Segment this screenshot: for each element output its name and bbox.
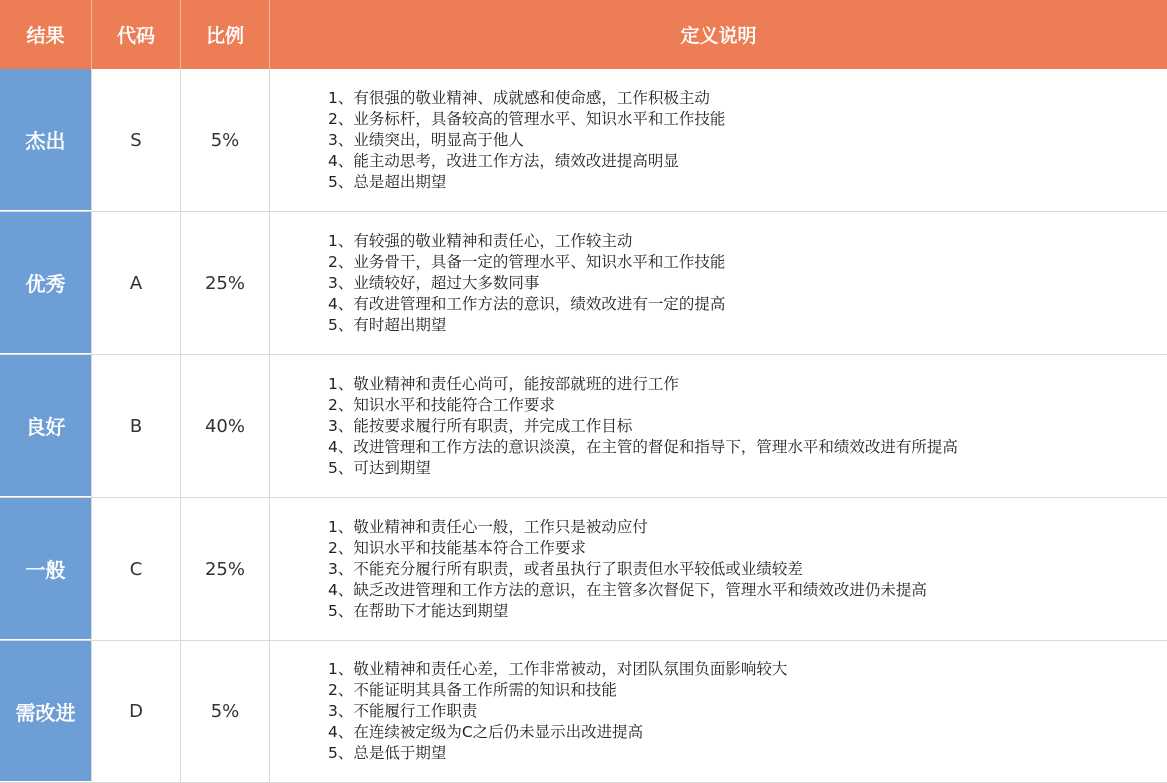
table-row: [0, 69, 1167, 212]
definition-list: [328, 231, 725, 336]
definition-cell: [269, 498, 1167, 640]
definition-line: 5、总是低于期望: [328, 744, 447, 762]
header-code: 代码: [91, 0, 180, 69]
definition-line: 2、业务骨干，具备一定的管理水平、知识水平和工作技能: [328, 252, 726, 271]
definition-line: 1、有较强的敬业精神和责任心，工作较主动: [328, 231, 633, 250]
table-header-row: [0, 0, 1167, 69]
definition-line: 5、有时超出期望: [328, 315, 447, 334]
result-cell: 良好: [0, 355, 91, 497]
result-cell: 杰出: [0, 69, 91, 211]
definition-list: [328, 374, 958, 479]
definition-line: 4、缺乏改进管理和工作方法的意识，在主管多次督促下，管理水平和绩效改进仍未提高: [328, 580, 927, 599]
definition-line: 5、在帮助下才能达到期望: [328, 601, 509, 620]
definition-line: 2、不能证明其具备工作所需的知识和技能: [328, 681, 617, 699]
code-cell: A: [91, 212, 180, 354]
definition-line: 4、能主动思考，改进工作方法，绩效改进提高明显: [328, 151, 679, 170]
definition-line: 5、可达到期望: [328, 458, 431, 477]
result-cell: 优秀: [0, 212, 91, 354]
definition-line: 4、在连续被定级为C之后仍未显示出改进提高: [328, 723, 644, 741]
definition-line: 3、不能履行工作职责: [328, 702, 478, 720]
definition-line: 5、总是超出期望: [328, 172, 447, 191]
definition-line: 3、能按要求履行所有职责，并完成工作目标: [328, 416, 633, 435]
ratio-cell: 5%: [180, 641, 269, 782]
table-row: [0, 355, 1167, 498]
ratio-cell: 40%: [180, 355, 269, 497]
table-row: [0, 498, 1167, 641]
definition-line: 2、业务标杆，具备较高的管理水平、知识水平和工作技能: [328, 109, 726, 128]
result-cell: 一般: [0, 498, 91, 640]
ratio-cell: 25%: [180, 212, 269, 354]
definition-line: 2、知识水平和技能符合工作要求: [328, 395, 555, 414]
definition-cell: [269, 212, 1167, 354]
definition-cell: [269, 69, 1167, 211]
definition-line: 1、敬业精神和责任心差，工作非常被动，对团队氛围负面影响较大: [328, 660, 788, 678]
code-cell: D: [91, 641, 180, 782]
code-cell: S: [91, 69, 180, 211]
definition-line: 3、业绩突出，明显高于他人: [328, 130, 524, 149]
code-cell: C: [91, 498, 180, 640]
definition-list: [328, 517, 927, 622]
definition-cell: [269, 355, 1167, 497]
ratio-cell: 25%: [180, 498, 269, 640]
header-ratio: 比例: [180, 0, 269, 69]
code-cell: B: [91, 355, 180, 497]
definition-line: 3、业绩较好，超过大多数同事: [328, 273, 540, 292]
definition-line: 4、改进管理和工作方法的意识淡漠，在主管的督促和指导下，管理水平和绩效改进有所提高: [328, 437, 958, 456]
header-definition: 定义说明: [269, 0, 1167, 69]
definition-line: 4、有改进管理和工作方法的意识，绩效改进有一定的提高: [328, 294, 726, 313]
definition-line: 1、敬业精神和责任心尚可，能按部就班的进行工作: [328, 374, 679, 393]
definition-cell: [269, 641, 1167, 782]
result-cell: 需改进: [0, 641, 91, 782]
definition-list: [328, 88, 725, 193]
definition-line: 1、敬业精神和责任心一般，工作只是被动应付: [328, 517, 648, 536]
definition-line: 3、不能充分履行所有职责，或者虽执行了职责但水平较低或业绩较差: [328, 559, 803, 578]
definition-list: [328, 659, 787, 764]
table-row: [0, 641, 1167, 783]
ratio-cell: 5%: [180, 69, 269, 211]
definition-line: 2、知识水平和技能基本符合工作要求: [328, 538, 586, 557]
table-row: [0, 212, 1167, 355]
header-result: 结果: [26, 25, 65, 47]
definition-line: 1、有很强的敬业精神、成就感和使命感，工作积极主动: [328, 88, 710, 107]
